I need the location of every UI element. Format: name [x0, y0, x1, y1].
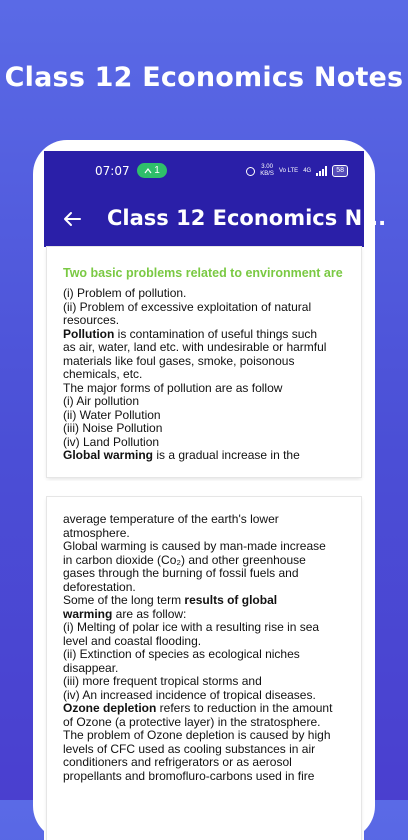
text-line	[63, 436, 363, 450]
text-line	[63, 355, 363, 369]
text-run: (iv) An increased incidence of tropical diseases.	[63, 687, 316, 702]
text-line	[63, 689, 363, 703]
text-run: (i) Air pollution	[63, 394, 140, 408]
status-time: 07:07	[95, 164, 130, 178]
back-button[interactable]	[60, 207, 84, 231]
text-run: levels of CFC used as cooling substances in air	[63, 741, 316, 756]
text-line	[63, 608, 363, 622]
battery-icon	[332, 165, 348, 177]
notes-page-2	[47, 497, 361, 840]
text-line	[63, 368, 363, 382]
text-line	[63, 540, 363, 554]
text-run: (i) Melting of polar ice with a resulting rise in sea	[63, 620, 320, 634]
bold-term: Global warming	[63, 448, 154, 462]
text-run: propellants and bromofluro-carbons used in fire	[63, 768, 315, 783]
page-1-text	[63, 266, 363, 463]
text-line	[63, 301, 363, 315]
text-run: materials like foul gases, smoke, poisonous	[63, 353, 295, 368]
text-line	[63, 382, 363, 396]
text-line	[63, 422, 363, 436]
back-arrow-icon	[60, 207, 84, 231]
text-run: atmosphere.	[63, 525, 130, 540]
text-line	[63, 635, 363, 649]
text-run: (i) Problem of pollution.	[63, 286, 187, 300]
text-line	[63, 567, 363, 581]
page-title: Class 12 Economics N...	[107, 206, 387, 230]
text-run: resources.	[63, 313, 120, 327]
text-line	[63, 581, 363, 595]
text-line	[63, 328, 363, 342]
text-line	[63, 449, 363, 463]
volte-label: Vo LTE	[278, 167, 299, 174]
text-line	[63, 716, 363, 730]
text-run: in carbon dioxide (Co₂) and other greenhouse	[63, 552, 306, 567]
text-run: are as follow:	[112, 606, 187, 621]
text-run: is contamination of useful things such	[114, 326, 318, 341]
status-bar	[44, 151, 364, 191]
alarm-icon	[246, 167, 255, 176]
network-speed	[260, 164, 274, 178]
text-run: deforestation.	[63, 579, 136, 594]
status-icons	[246, 164, 348, 178]
phone-frame	[33, 140, 387, 840]
text-line	[63, 287, 363, 301]
notes-content[interactable]	[44, 247, 364, 840]
text-run: level and coastal flooding.	[63, 633, 202, 648]
bold-term: warming	[63, 606, 113, 621]
battery-level: 58	[336, 167, 344, 174]
text-run: of Ozone (a protective layer) in the stratosphere.	[63, 714, 321, 729]
text-run: average temperature of the earth's lower	[63, 512, 279, 526]
page-separator	[44, 481, 364, 493]
text-run: (ii) Extinction of species as ecological niches	[63, 647, 300, 661]
text-line	[63, 527, 363, 541]
text-run: (ii) Problem of excessive exploitation of natural	[63, 299, 312, 314]
text-line	[63, 554, 363, 568]
hotspot-icon	[144, 167, 152, 175]
section-heading: Two basic problems related to environment are	[63, 266, 343, 280]
text-run: The major forms of pollution are as follow	[63, 380, 283, 395]
text-line	[63, 662, 363, 676]
text-run: conditioners and refrigerators or as aerosol	[63, 755, 292, 769]
text-run: (ii) Water Pollution	[63, 407, 161, 422]
text-run: gases through the burning of fossil fuels and	[63, 566, 299, 580]
text-line	[63, 756, 363, 770]
text-line	[63, 594, 363, 608]
text-run: (iii) Noise Pollution	[63, 421, 163, 435]
status-badge-count: 1	[154, 165, 160, 176]
text-line	[63, 770, 363, 784]
text-line	[63, 314, 363, 328]
bold-term: results of global	[184, 593, 278, 607]
bold-term: Ozone depletion	[63, 701, 157, 715]
network-type-label: 4G	[303, 167, 312, 174]
text-line	[63, 743, 363, 757]
text-line	[63, 729, 363, 743]
text-run: Some of the long term	[63, 593, 185, 607]
text-line	[63, 395, 363, 409]
speed-value: 3.00	[261, 164, 273, 170]
app-bar	[44, 191, 387, 247]
text-run: disappear.	[63, 660, 119, 675]
notes-page-1	[47, 247, 361, 477]
signal-icon	[316, 166, 327, 176]
text-run: as air, water, land etc. with undesirable or harmful	[63, 340, 327, 354]
status-badge	[137, 163, 167, 178]
speed-unit: KB/S	[260, 171, 274, 177]
text-line	[63, 621, 363, 635]
text-run: refers to reduction in the amount	[156, 701, 333, 715]
text-run: (iv) Land Pollution	[63, 434, 160, 449]
text-line	[63, 675, 363, 689]
text-run: Global warming is caused by man-made increase	[63, 539, 326, 553]
text-line	[63, 341, 363, 355]
text-run: chemicals, etc.	[63, 367, 143, 381]
bold-term: Pollution	[63, 326, 115, 341]
text-line	[63, 513, 363, 527]
text-line	[63, 409, 363, 423]
text-run: (iii) more frequent tropical storms and	[63, 674, 262, 688]
text-line	[63, 702, 363, 716]
text-run: The problem of Ozone depletion is caused by high	[63, 728, 331, 742]
text-run: is a gradual increase in the	[153, 448, 300, 462]
page-2-text	[63, 513, 363, 783]
text-line	[63, 648, 363, 662]
promo-title: Class 12 Economics Notes	[4, 62, 404, 93]
phone-screen	[44, 151, 387, 840]
